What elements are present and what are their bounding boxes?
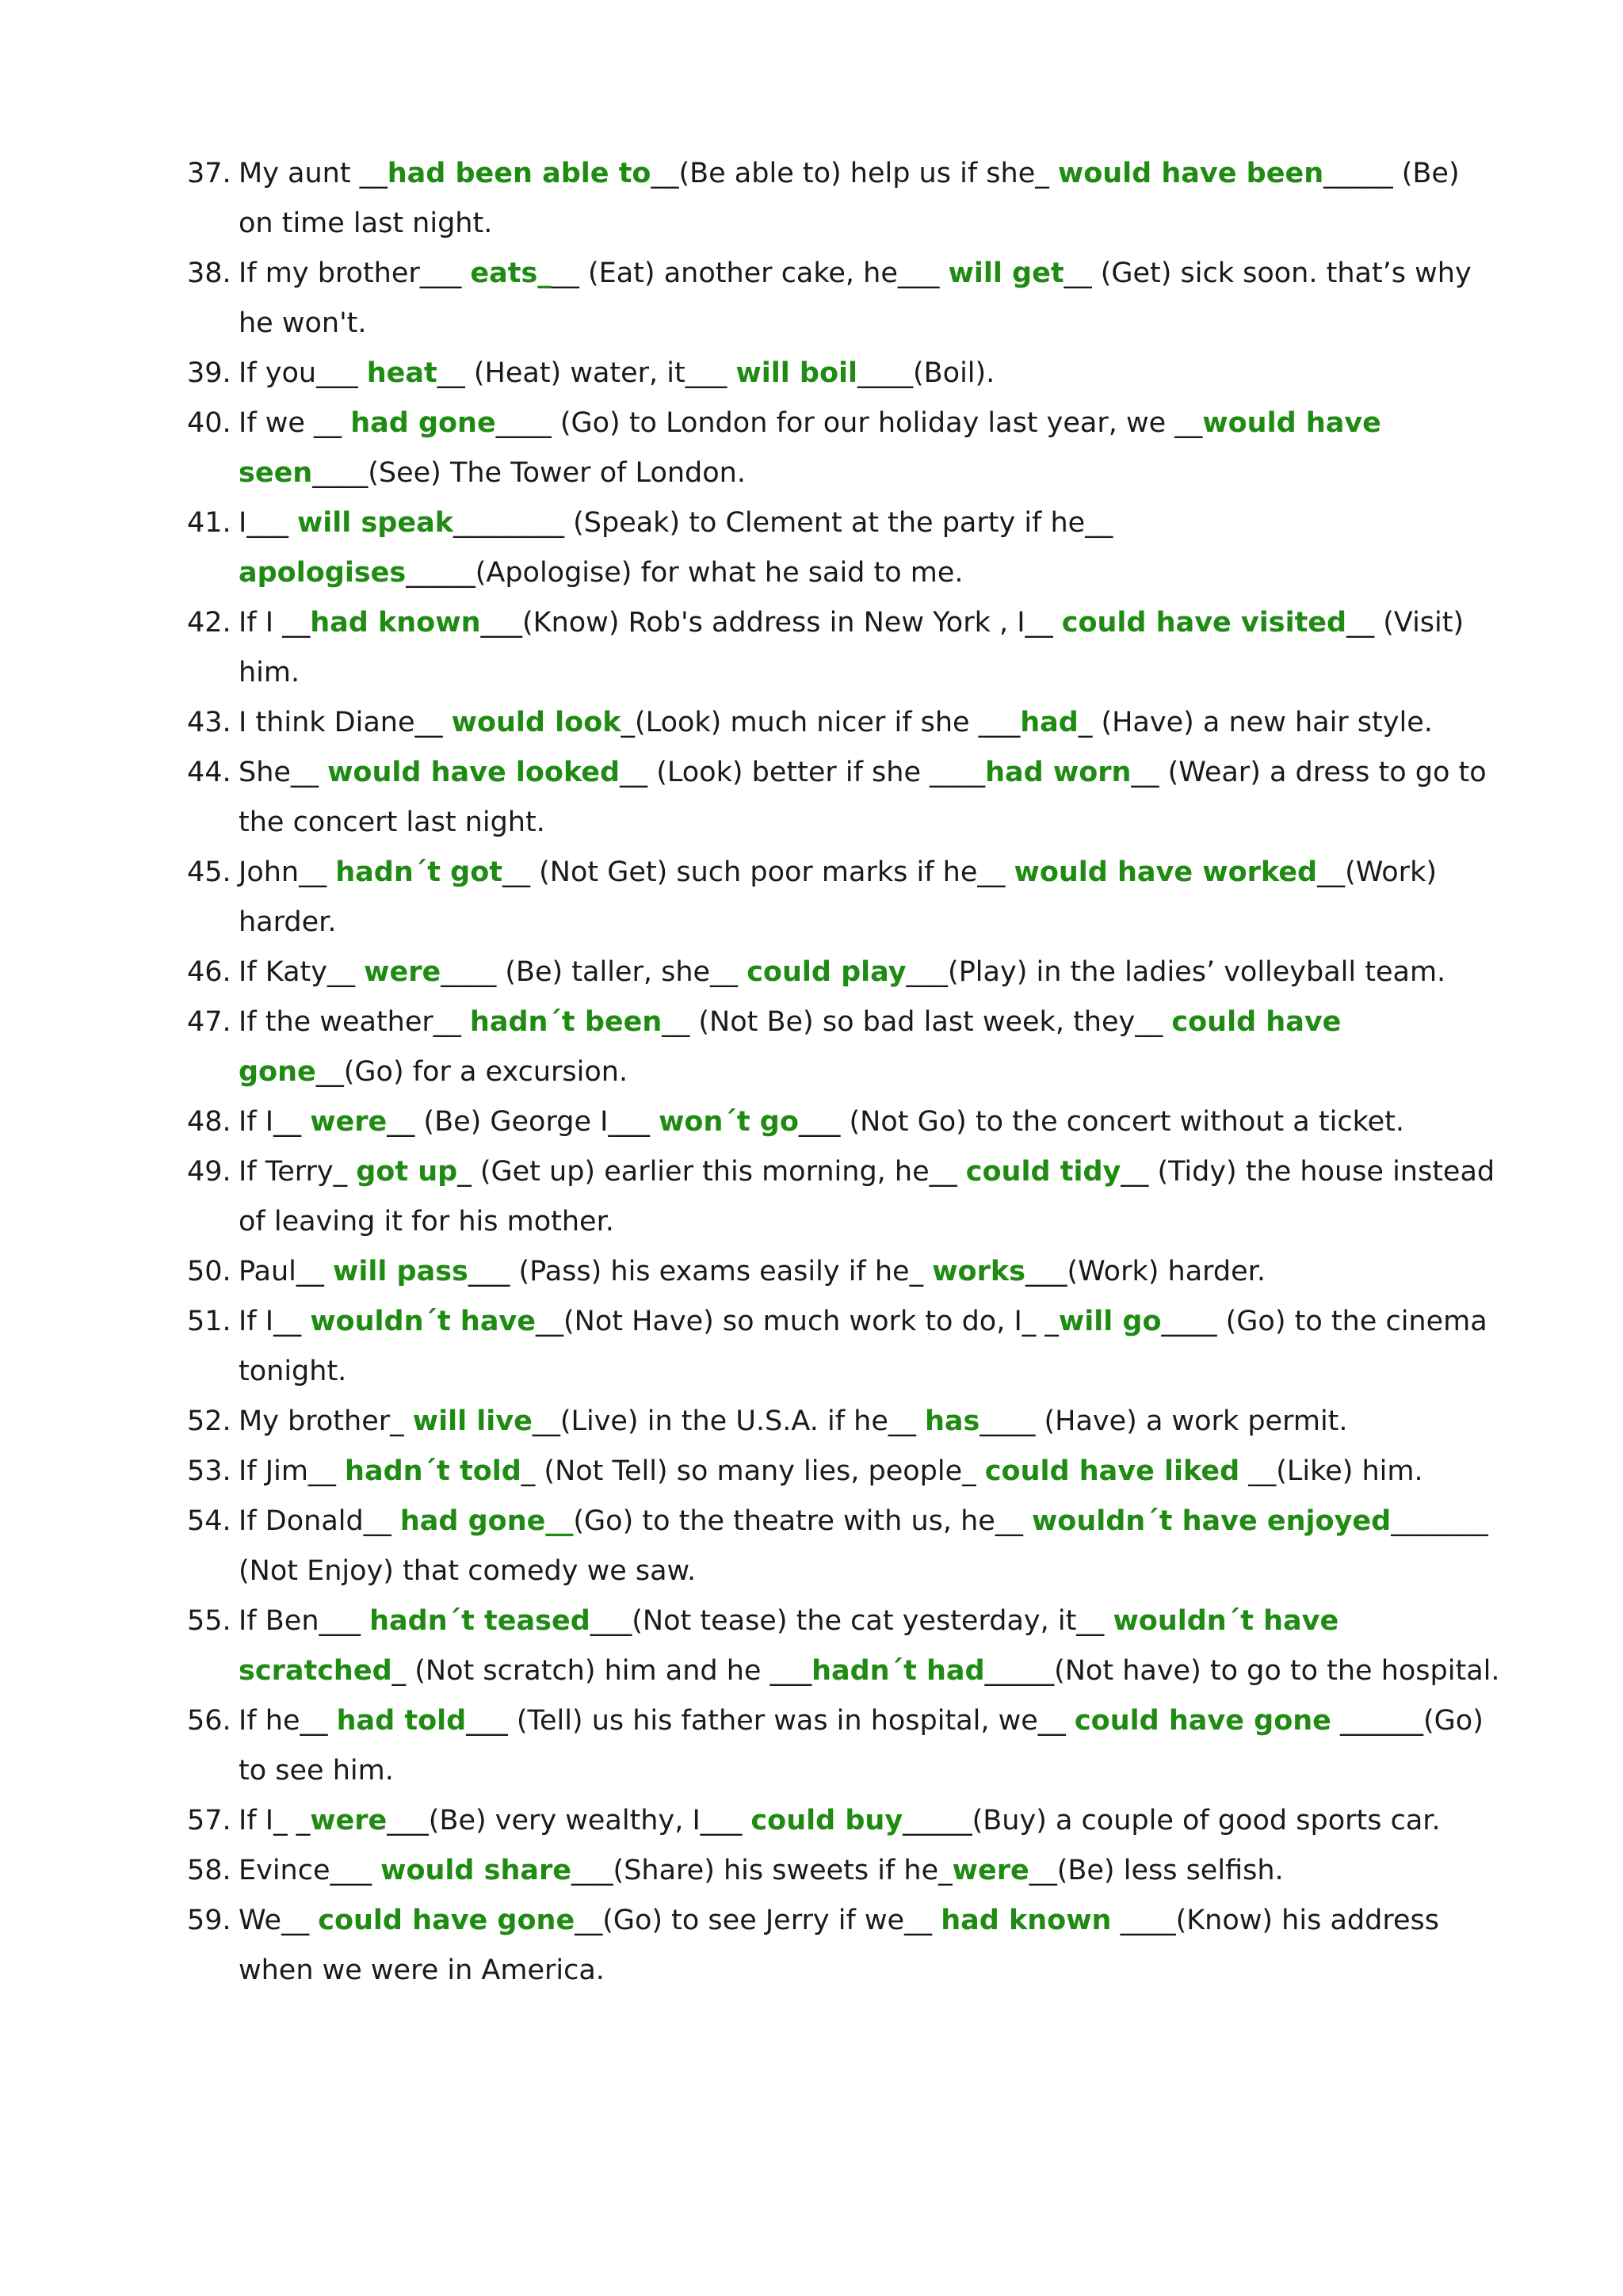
answer-text: could tidy (965, 1156, 1121, 1188)
sentence-text: ____ (Have) a work permit. (980, 1405, 1348, 1437)
sentence-text: ___(Play) in the ladies’ volleyball team. (906, 956, 1446, 988)
exercise-item (187, 1596, 1503, 1696)
exercise-number: 45. (187, 856, 231, 888)
exercise-number: 53. (187, 1455, 231, 1487)
sentence-text: _____(Apologise) for what he said to me. (406, 557, 964, 589)
exercise-item (187, 748, 1503, 848)
answer-text: had told (336, 1705, 467, 1737)
answer-text: will pass (333, 1256, 468, 1287)
sentence-text: __ (Eat) another cake, he___ (551, 257, 949, 289)
exercise-sentence (239, 698, 1503, 748)
exercise-item (187, 698, 1503, 748)
sentence-text: __(Go) for a excursion. (315, 1056, 628, 1088)
exercise-number: 54. (187, 1505, 231, 1537)
exercise-item (187, 1846, 1503, 1896)
sentence-text: __ (Visit) him. (239, 607, 1465, 688)
sentence-text: If we __ (239, 407, 351, 439)
sentence-text: _ (Not Tell) so many lies, people_ (521, 1455, 985, 1487)
exercise-item (187, 249, 1503, 349)
answer-text: could buy (750, 1805, 903, 1836)
sentence-text: __ (Heat) water, it___ (437, 357, 736, 389)
sentence-text: _(Look) much nicer if she ___ (621, 707, 1021, 738)
sentence-text: _____(Buy) a couple of good sports car. (903, 1805, 1441, 1836)
exercise-item (187, 498, 1503, 598)
exercise-number: 39. (187, 357, 231, 389)
sentence-text: ___(Know) Rob's address in New York , I__ (480, 607, 1062, 639)
exercise-sentence (239, 1796, 1503, 1846)
answer-text: had known (941, 1905, 1112, 1936)
answer-text: could have gone (318, 1905, 575, 1936)
exercise-item (187, 1696, 1503, 1796)
answer-text: hadn´t got (335, 856, 502, 888)
answer-text: had been able to (387, 158, 651, 189)
sentence-text: If I__ (239, 1106, 311, 1138)
exercise-item (187, 1796, 1503, 1846)
sentence-text: If the weather__ (239, 1006, 470, 1038)
sentence-text: __ (Not Be) so bad last week, they__ (662, 1006, 1172, 1038)
sentence-text: _____(Not have) to go to the hospital. (984, 1655, 1500, 1687)
exercise-sentence (239, 149, 1503, 249)
sentence-text: _______ (Not Enjoy) that comedy we saw. (239, 1505, 1488, 1587)
sentence-text: ___ (Not Go) to the concert without a ticket. (798, 1106, 1404, 1138)
sentence-text: __(Live) in the U.S.A. if he__ (532, 1405, 925, 1437)
sentence-text: (Go) to the theatre with us, he__ (573, 1505, 1032, 1537)
sentence-text: ____(See) The Tower of London. (312, 457, 746, 489)
answer-text: will boil (735, 357, 857, 389)
sentence-text: __(Be) less selfish. (1029, 1855, 1284, 1886)
sentence-text: If I_ _ (239, 1805, 311, 1836)
exercise-sentence (239, 498, 1503, 598)
sentence-text: ____(Know) his address when we were in America. (239, 1905, 1439, 1986)
sentence-text: __ (Look) better if she ____ (620, 757, 986, 788)
exercise-sentence (239, 1596, 1503, 1696)
answer-text: won´t go (659, 1106, 799, 1138)
exercise-number: 42. (187, 607, 231, 639)
answer-text: could have gone (1074, 1705, 1331, 1737)
exercise-item (187, 1247, 1503, 1297)
sentence-text: ___(Not tease) the cat yesterday, it__ (590, 1605, 1113, 1637)
answer-text: eats_ (470, 257, 552, 289)
exercise-number: 43. (187, 707, 231, 738)
answer-text: had gone (350, 407, 496, 439)
exercise-number: 51. (187, 1306, 231, 1337)
answer-text: could have visited (1061, 607, 1347, 639)
exercise-number: 56. (187, 1705, 231, 1737)
sentence-text: If I__ (239, 1306, 311, 1337)
sentence-text: If Terry_ (239, 1156, 357, 1188)
exercise-sentence (239, 399, 1503, 498)
answer-text: hadn´t been (469, 1006, 663, 1038)
sentence-text: _ (Get up) earlier this morning, he__ (457, 1156, 966, 1188)
sentence-text: My brother_ (239, 1405, 413, 1437)
exercise-sentence (239, 349, 1503, 399)
exercise-number: 38. (187, 257, 231, 289)
answer-text: got up (356, 1156, 458, 1188)
exercise-item (187, 1896, 1503, 1996)
exercise-sentence (239, 997, 1503, 1097)
exercise-number: 50. (187, 1256, 231, 1287)
exercise-item (187, 1147, 1503, 1247)
sentence-text: ___(Work) harder. (1025, 1256, 1266, 1287)
answer-text: could play (747, 956, 907, 988)
answer-text: will speak (296, 507, 453, 539)
answer-text: works (932, 1256, 1025, 1287)
exercise-sentence (239, 598, 1503, 698)
exercise-number: 59. (187, 1905, 231, 1936)
exercise-item (187, 1297, 1503, 1397)
sentence-text: I think Diane__ (239, 707, 452, 738)
sentence-text: If I __ (239, 607, 311, 639)
answer-text: were (310, 1106, 388, 1138)
answer-text: had gone__ (399, 1505, 574, 1537)
exercise-number: 37. (187, 158, 231, 189)
sentence-text: ________ (Speak) to Clement at the party if he__ (453, 507, 1113, 539)
sentence-text: Evince___ (239, 1855, 381, 1886)
exercise-number: 40. (187, 407, 231, 439)
answer-text: were (364, 956, 441, 988)
exercise-sentence (239, 748, 1503, 848)
answer-text: were (952, 1855, 1029, 1886)
exercise-number: 49. (187, 1156, 231, 1188)
exercise-item (187, 399, 1503, 498)
exercise-item (187, 1447, 1503, 1497)
exercise-sentence (239, 1297, 1503, 1397)
sentence-text: If Ben___ (239, 1605, 370, 1637)
sentence-text: __(Not Have) so much work to do, I_ _ (536, 1306, 1059, 1337)
answer-text: had worn (985, 757, 1132, 788)
answer-text: wouldn´t have enjoyed (1031, 1505, 1392, 1537)
exercise-sentence (239, 948, 1503, 997)
exercise-number: 58. (187, 1855, 231, 1886)
answer-text: had (1020, 707, 1079, 738)
answer-text: could have liked (984, 1455, 1240, 1487)
exercise-list (187, 149, 1503, 1996)
sentence-text: ______(Go) to see him. (239, 1705, 1484, 1787)
exercise-item (187, 997, 1503, 1097)
answer-text: would share (380, 1855, 572, 1886)
answer-text: will get (948, 257, 1064, 289)
sentence-text: _____ (Be) on time last night. (239, 158, 1460, 239)
exercise-item (187, 349, 1503, 399)
exercise-number: 55. (187, 1605, 231, 1637)
answer-text: would look (451, 707, 621, 738)
answer-text: has (925, 1405, 980, 1437)
sentence-text: My aunt __ (239, 158, 388, 189)
exercise-sentence (239, 1397, 1503, 1447)
sentence-text: Paul__ (239, 1256, 334, 1287)
sentence-text: John__ (239, 856, 336, 888)
exercise-sentence (239, 1846, 1503, 1896)
exercise-item (187, 848, 1503, 948)
answer-text: hadn´t teased (369, 1605, 590, 1637)
exercise-number: 48. (187, 1106, 231, 1138)
exercise-sentence (239, 249, 1503, 349)
sentence-text: ____ (Be) taller, she__ (441, 956, 747, 988)
sentence-text: She__ (239, 757, 328, 788)
sentence-text: If you___ (239, 357, 367, 389)
answer-text: could have gone (239, 1006, 1342, 1088)
exercise-number: 46. (187, 956, 231, 988)
sentence-text: If Jim__ (239, 1455, 346, 1487)
exercise-number: 44. (187, 757, 231, 788)
sentence-text: _ (Have) a new hair style. (1078, 707, 1433, 738)
sentence-text: ___(Share) his sweets if he_ (571, 1855, 953, 1886)
sentence-text: __(Work) harder. (239, 856, 1437, 938)
sentence-text: __(Go) to see Jerry if we__ (575, 1905, 941, 1936)
exercise-item (187, 1097, 1503, 1147)
answer-text: hadn´t had (812, 1655, 985, 1687)
answer-text: hadn´t told (345, 1455, 521, 1487)
answer-text: would have been (1057, 158, 1324, 189)
sentence-text: If he__ (239, 1705, 337, 1737)
answer-text: would have looked (327, 757, 621, 788)
exercise-number: 52. (187, 1405, 231, 1437)
sentence-text: __(Be able to) help us if she_ (651, 158, 1058, 189)
sentence-text: ____(Boil). (857, 357, 995, 389)
answer-text: wouldn´t have (310, 1306, 536, 1337)
sentence-text: ____ (Go) to the cinema tonight. (239, 1306, 1487, 1387)
exercise-sentence (239, 1497, 1503, 1596)
exercise-sentence (239, 1447, 1503, 1497)
sentence-text: ___(Be) very wealthy, I___ (387, 1805, 751, 1836)
exercise-item (187, 1397, 1503, 1447)
exercise-sentence (239, 1097, 1503, 1147)
exercise-sentence (239, 1896, 1503, 1996)
sentence-text: If my brother___ (239, 257, 471, 289)
answer-text: would have worked (1014, 856, 1318, 888)
answer-text: will live (412, 1405, 533, 1437)
answer-text: apologises (239, 557, 407, 589)
answer-text: would have seen (239, 407, 1381, 489)
sentence-text: If Donald__ (239, 1505, 400, 1537)
sentence-text: ___ (Pass) his exams easily if he_ (468, 1256, 933, 1287)
sentence-text: __ (Tidy) the house instead of leaving it for his mother. (239, 1156, 1495, 1238)
exercise-sentence (239, 1247, 1503, 1297)
sentence-text: If Katy__ (239, 956, 365, 988)
sentence-text: ____ (Go) to London for our holiday last year, we __ (495, 407, 1203, 439)
answer-text: had known (310, 607, 481, 639)
exercise-number: 41. (187, 507, 231, 539)
answer-text: were (310, 1805, 388, 1836)
exercise-sentence (239, 848, 1503, 948)
sentence-text: ___ (Tell) us his father was in hospital, we__ (466, 1705, 1075, 1737)
exercise-number: 47. (187, 1006, 231, 1038)
exercise-sentence (239, 1147, 1503, 1247)
sentence-text: I___ (239, 507, 297, 539)
exercise-item (187, 149, 1503, 249)
sentence-text: We__ (239, 1905, 319, 1936)
exercise-sentence (239, 1696, 1503, 1796)
sentence-text: _ (Not scratch) him and he ___ (391, 1655, 812, 1687)
sentence-text: __ (Be) George I___ (387, 1106, 659, 1138)
sentence-text: __ (Get) sick soon. that’s why he won't. (239, 257, 1472, 339)
exercise-number: 57. (187, 1805, 231, 1836)
sentence-text: __ (Wear) a dress to go to the concert last night. (239, 757, 1487, 838)
exercise-item (187, 598, 1503, 698)
answer-text: will go (1058, 1306, 1162, 1337)
sentence-text: __ (Not Get) such poor marks if he__ (502, 856, 1014, 888)
exercise-item (187, 948, 1503, 997)
answer-text: wouldn´t have scratched (239, 1605, 1339, 1687)
answer-text: heat (366, 357, 437, 389)
sentence-text: __(Like) him. (1239, 1455, 1423, 1487)
exercise-item (187, 1497, 1503, 1596)
